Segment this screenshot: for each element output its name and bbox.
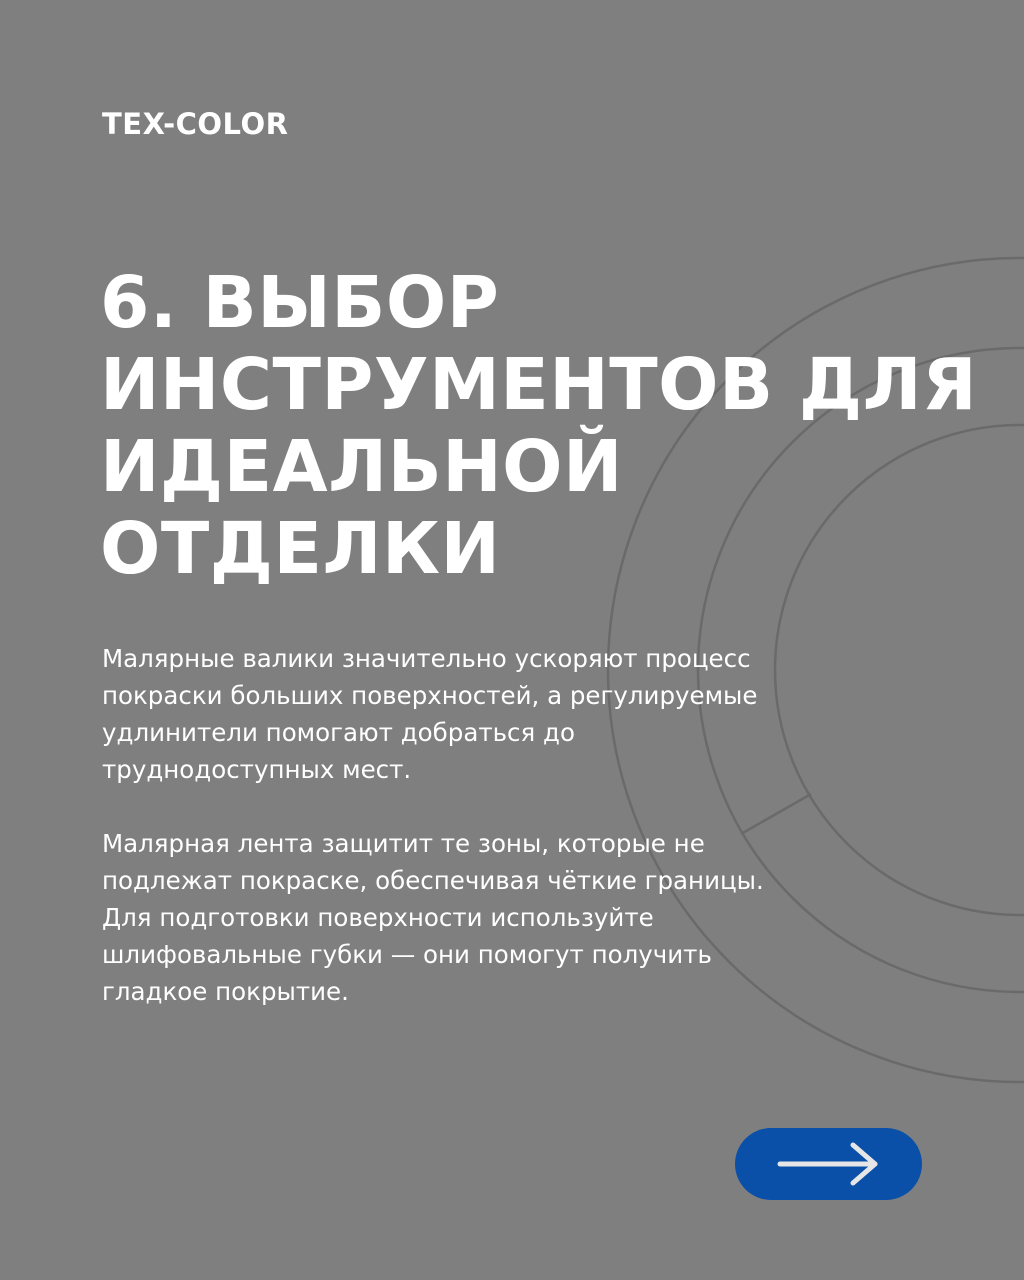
paragraph-line: шлифовальные губки — они помогут получить (102, 940, 712, 969)
next-button[interactable] (735, 1128, 922, 1200)
title-line: ОТДЕЛКИ (100, 507, 501, 590)
title-line: ИДЕАЛЬНОЙ (100, 425, 623, 508)
arrow-right-icon (775, 1140, 881, 1188)
paragraph-line: Малярные валики значительно ускоряют процесс (102, 644, 751, 673)
paragraph-line: покраски больших поверхностей, а регулируемые (102, 681, 758, 710)
paragraph-line: подлежат покраске, обеспечивая чёткие границы. (102, 866, 764, 895)
brand-logo: TEX-COLOR (102, 107, 289, 141)
paragraph-line: Для подготовки поверхности используйте (102, 903, 654, 932)
paragraph-line: гладкое покрытие. (102, 977, 349, 1006)
paragraph-tape (102, 825, 882, 1010)
body-text (102, 640, 882, 1010)
page-title (100, 262, 980, 590)
paragraph-spacer (102, 788, 882, 825)
paragraph-rollers (102, 640, 882, 788)
paragraph-line: Малярная лента защитит те зоны, которые не (102, 829, 705, 858)
title-line: 6. ВЫБОР (100, 261, 500, 344)
title-line: ИНСТРУМЕНТОВ ДЛЯ (100, 343, 978, 426)
paragraph-line: труднодоступных мест. (102, 755, 412, 784)
paragraph-line: удлинители помогают добраться до (102, 718, 575, 747)
